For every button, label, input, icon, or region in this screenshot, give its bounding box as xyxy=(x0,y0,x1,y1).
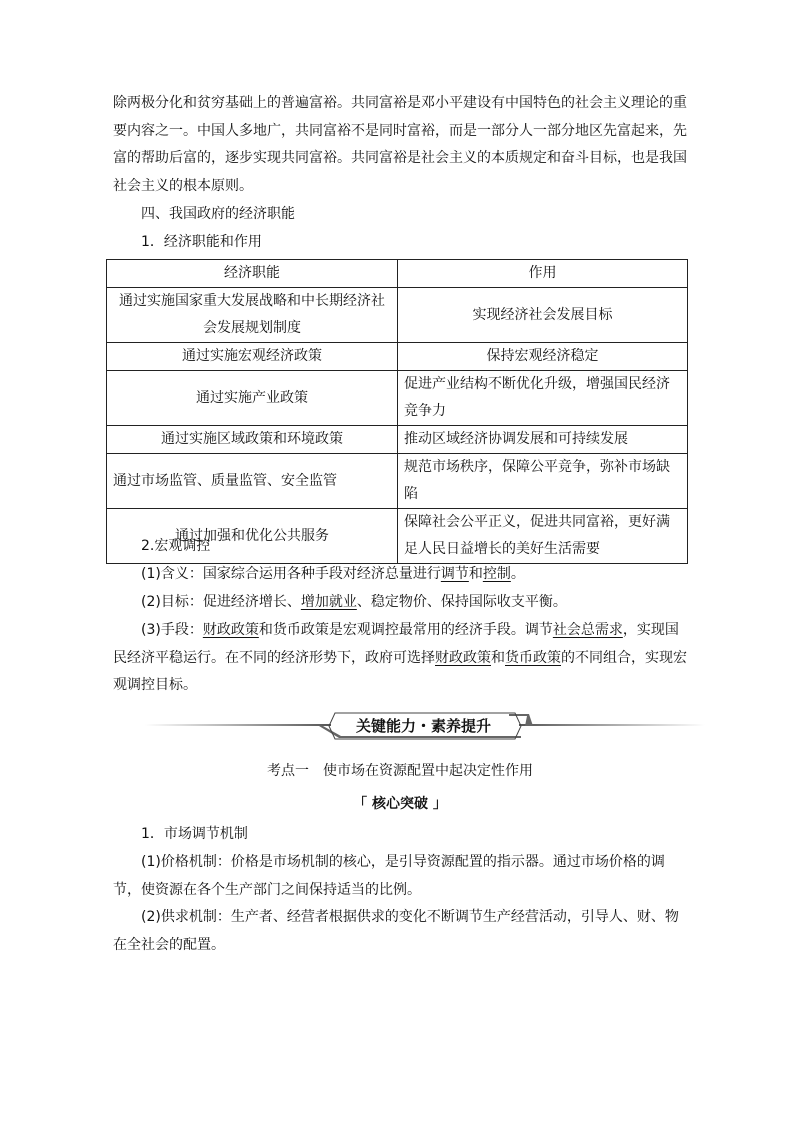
text-run: ，实现国民经济平稳运行。在不同的经济形势下，政府可选择 xyxy=(113,622,679,666)
table-header-role: 作用 xyxy=(398,260,688,288)
banner-title: 关键能力・素养提升 xyxy=(355,717,491,735)
underlined-term: 控制 xyxy=(482,566,511,582)
table-cell-function: 通过加强和优化公共服务 xyxy=(107,509,398,564)
table-row xyxy=(107,343,688,371)
table-row xyxy=(107,454,688,509)
text-run: 的不同组合，实现宏观调控目标。 xyxy=(113,649,687,693)
table-cell-role: 促进产业结构不断优化升级，增强国民经济竞争力 xyxy=(398,371,688,426)
table-cell-function: 通过市场监管、质量监管、安全监管 xyxy=(107,454,398,509)
underlined-term: 社会总需求 xyxy=(552,622,623,638)
underlined-term: 货币政策 xyxy=(505,649,561,666)
table-cell-function: 通过实施国家重大发展战略和中长期经济社会发展规划制度 xyxy=(107,288,398,343)
section-heading: 四、我国政府的经济职能 xyxy=(141,206,295,222)
table-cell-role: 保持宏观经济稳定 xyxy=(398,343,688,371)
subsection-heading: 1．经济职能和作用 xyxy=(141,234,262,250)
underlined-term: 财政政策 xyxy=(435,649,491,666)
table-cell-role: 推动区域经济协调发展和可持续发展 xyxy=(398,426,688,454)
macro-definition xyxy=(113,561,687,589)
table-row xyxy=(107,426,688,454)
macro-heading: 2.宏观调控 xyxy=(141,538,211,554)
macro-means xyxy=(113,617,687,700)
table-cell-function: 通过实施宏观经济政策 xyxy=(107,343,398,371)
supply-demand-paragraph: (2)供求机制：生产者、经营者根据供求的变化不断调节生产经营活动，引导人、财、物在全社会的配置。 xyxy=(113,909,679,953)
text-run: 和 xyxy=(468,566,483,582)
table-row xyxy=(107,371,688,426)
table-cell-role: 保障社会公平正义，促进共同富裕，更好满足人民日益增长的美好生活需要 xyxy=(398,509,688,564)
table-cell-function: 通过实施区域政策和环境政策 xyxy=(107,426,398,454)
underlined-term: 调节 xyxy=(440,566,469,582)
text-run: (2)目标：促进经济增长、 xyxy=(141,594,301,610)
text-run: 、稳定物价、保持国际收支平衡。 xyxy=(356,594,567,610)
text-run: 。 xyxy=(510,566,525,582)
intro-paragraph: 除两极分化和贫穷基础上的普遍富裕。共同富裕是邓小平建设有中国特色的社会主义理论的重要内容之一。中国人多地广，共同富裕不是同时富裕，而是一部分人一部分地区先富起来，先富的帮助后富的，逐步实现共同富裕。共同富裕是社会主义的本质规定和奋斗目标，也是我国社会主义的根本原则。 xyxy=(113,95,687,194)
text-run: 和货币政策是宏观调控最常用的经济手段。调节 xyxy=(258,622,553,638)
underlined-term: 增加就业 xyxy=(300,594,357,610)
economic-functions-table xyxy=(106,259,688,564)
table-row xyxy=(107,288,688,343)
kaodian-title: 考点一 使市场在资源配置中起决定性作用 xyxy=(267,763,533,779)
table-cell-role: 实现经济社会发展目标 xyxy=(398,288,688,343)
price-mechanism-paragraph: (1)价格机制：价格是市场机制的核心，是引导资源配置的指示器。通过市场价格的调节，使资源在各个生产部门之间保持适当的比例。 xyxy=(113,854,665,898)
macro-goals xyxy=(113,589,687,617)
text-run: 和 xyxy=(491,649,505,666)
text-run: (3)手段： xyxy=(141,622,203,638)
text-run: (1)含义：国家综合运用各种手段对经济总量进行 xyxy=(141,566,441,582)
table-cell-role: 规范市场秩序，保障公平竞争，弥补市场缺陷 xyxy=(398,454,688,509)
hexin-title: 「 核心突破 」 xyxy=(353,796,447,812)
table-cell-function: 通过实施产业政策 xyxy=(107,371,398,426)
table-header-function: 经济职能 xyxy=(107,260,398,288)
table-header-row xyxy=(107,260,688,288)
underlined-term: 财政政策 xyxy=(202,622,259,638)
market-heading: 1．市场调节机制 xyxy=(141,826,248,842)
